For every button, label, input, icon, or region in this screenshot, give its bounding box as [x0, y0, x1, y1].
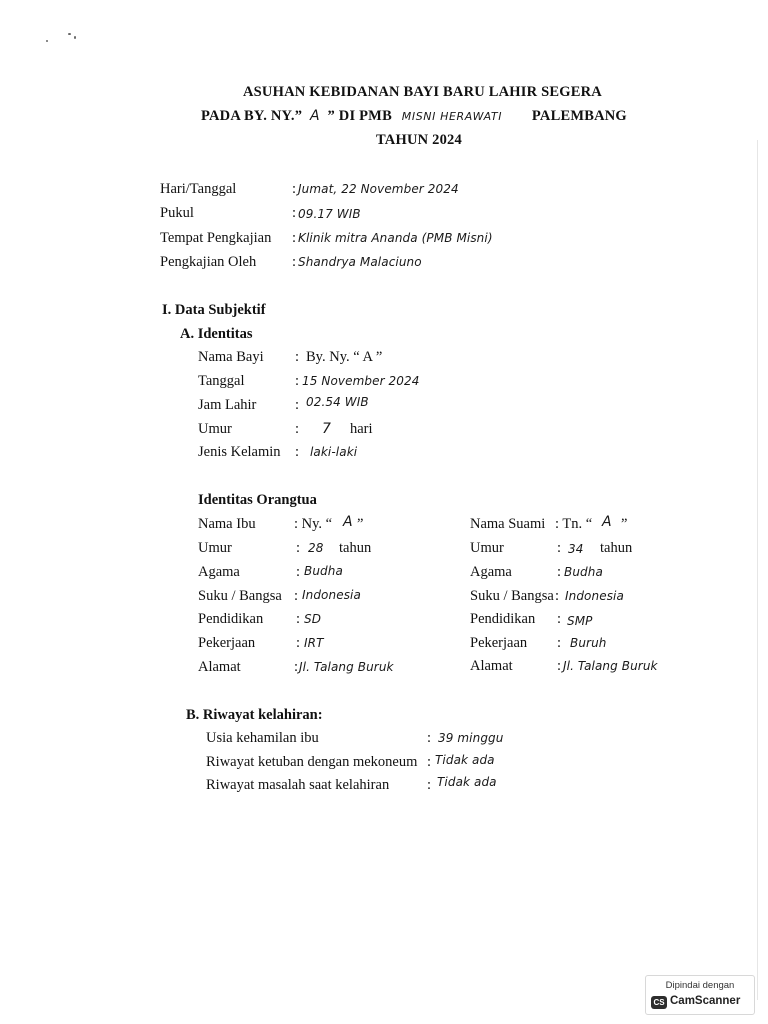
identity-unit-umur: hari — [350, 421, 373, 437]
father-label-alamat: Alamat — [470, 658, 513, 674]
watermark-caption: Dipindai dengan — [665, 980, 735, 991]
father-umur-unit: tahun — [600, 540, 633, 556]
father-value-agama: Budha — [564, 565, 603, 579]
field-sep: : — [427, 730, 432, 746]
mother-umur-unit: tahun — [339, 540, 372, 556]
field-sep: : — [292, 230, 297, 246]
identity-label-jenis-kelamin: Jenis Kelamin — [198, 444, 281, 460]
field-sep: : — [292, 181, 297, 197]
identity-value-nama-bayi: By. Ny. “ A ” — [306, 349, 383, 365]
father-value-suku: Indonesia — [565, 589, 624, 603]
mother-label-nama: Nama Ibu — [198, 516, 256, 532]
title-handwritten-name: A — [310, 108, 320, 124]
field-sep: : — [292, 205, 297, 221]
identity-label-jam-lahir: Jam Lahir — [198, 397, 257, 413]
title-prefix: PADA BY. NY.” — [201, 108, 303, 124]
field-sep: : — [557, 540, 562, 556]
identity-value-jam-lahir: 02.54 WIB — [306, 395, 369, 409]
field-sep: : — [557, 611, 562, 627]
father-nama-value: A — [602, 514, 612, 530]
birth-label-ketuban: Riwayat ketuban dengan mekoneum — [206, 754, 418, 770]
field-sep: : — [294, 659, 299, 675]
field-sep: : — [295, 373, 300, 389]
identity-value-umur: 7 — [322, 421, 332, 437]
subsection-heading-riwayat-kelahiran: B. Riwayat kelahiran: — [186, 707, 323, 723]
document-title-line2 — [201, 108, 627, 125]
field-sep: : — [296, 611, 301, 627]
field-sep: : — [296, 635, 301, 651]
document-title-line1: ASUHAN KEBIDANAN BAYI BARU LAHIR SEGERA — [243, 84, 602, 100]
mother-value-alamat: Jl. Talang Buruk — [299, 660, 394, 674]
identity-label-tanggal: Tanggal — [198, 373, 245, 389]
mother-label-pendidikan: Pendidikan — [198, 611, 264, 627]
father-label-agama: Agama — [470, 564, 512, 580]
mother-umur-value: 28 — [308, 541, 324, 555]
field-sep: : — [295, 421, 300, 437]
mother-nama-value: A — [343, 514, 353, 530]
field-sep: : — [555, 588, 560, 604]
father-label-suku: Suku / Bangsa — [470, 588, 554, 604]
field-value-hari-tanggal: Jumat, 22 November 2024 — [298, 182, 459, 196]
birth-label-usia-kehamilan: Usia kehamilan ibu — [206, 730, 319, 746]
field-sep: : — [557, 658, 562, 674]
father-label-nama: Nama Suami — [470, 516, 546, 532]
identity-value-tanggal: 15 November 2024 — [302, 374, 420, 388]
mother-label-agama: Agama — [198, 564, 240, 580]
scan-speck — [46, 40, 48, 42]
field-value-pukul: 09.17 WIB — [298, 207, 361, 221]
father-label-pekerjaan: Pekerjaan — [470, 635, 528, 651]
mother-value-pekerjaan: IRT — [304, 636, 324, 650]
field-label-pengkajian-oleh: Pengkajian Oleh — [160, 254, 257, 270]
father-label-umur: Umur — [470, 540, 504, 556]
mother-label-umur: Umur — [198, 540, 232, 556]
field-sep: : — [295, 349, 300, 365]
father-nama-prefix: : Tn. “ — [555, 516, 593, 532]
subsection-heading-identitas: A. Identitas — [180, 326, 253, 342]
field-label-hari-tanggal: Hari/Tanggal — [160, 181, 237, 197]
father-umur-value: 34 — [568, 542, 584, 556]
title-mid: ” DI PMB — [327, 108, 392, 124]
field-sep: : — [557, 564, 562, 580]
mother-nama-prefix: : Ny. “ — [294, 516, 333, 532]
field-sep: : — [296, 540, 301, 556]
field-sep: : — [294, 588, 299, 604]
mother-value-agama: Budha — [304, 564, 343, 578]
mother-label-suku: Suku / Bangsa — [198, 588, 282, 604]
field-sep: : — [295, 397, 300, 413]
field-label-tempat: Tempat Pengkajian — [160, 230, 272, 246]
camscanner-logo-icon: CS — [651, 996, 667, 1009]
watermark-brand-name: CamScanner — [670, 995, 741, 1007]
mother-value-pendidikan: SD — [304, 612, 322, 626]
father-value-alamat: Jl. Talang Buruk — [563, 659, 658, 673]
scan-speck — [74, 36, 76, 39]
identity-label-nama-bayi: Nama Bayi — [198, 349, 264, 365]
field-sep: : — [292, 254, 297, 270]
section-heading-data-subjektif: I. Data Subjektif — [162, 302, 266, 318]
birth-value-usia-kehamilan: 39 minggu — [438, 731, 504, 745]
document-title-line3: TAHUN 2024 — [376, 132, 462, 148]
birth-value-masalah: Tidak ada — [437, 775, 497, 789]
title-city: PALEMBANG — [531, 108, 627, 124]
mother-value-suku: Indonesia — [302, 588, 361, 602]
field-value-pengkajian-oleh: Shandrya Malaciuno — [298, 255, 422, 269]
field-sep: : — [296, 564, 301, 580]
mother-label-alamat: Alamat — [198, 659, 241, 675]
camscanner-watermark — [645, 975, 755, 1015]
mother-nama-suffix: ” — [357, 516, 364, 532]
field-value-tempat: Klinik mitra Ananda (PMB Misni) — [298, 231, 493, 245]
parents-heading: Identitas Orangtua — [198, 492, 317, 508]
field-sep: : — [427, 754, 432, 770]
birth-value-ketuban: Tidak ada — [435, 753, 495, 767]
mother-label-pekerjaan: Pekerjaan — [198, 635, 256, 651]
field-label-pukul: Pukul — [160, 205, 194, 221]
scan-speck — [68, 33, 71, 35]
field-sep: : — [557, 635, 562, 651]
identity-value-jenis-kelamin: laki-laki — [310, 445, 358, 459]
identity-label-umur: Umur — [198, 421, 232, 437]
page-edge-shadow — [757, 140, 758, 1000]
title-handwritten-pmb: MISNI HERAWATI — [401, 110, 503, 123]
father-label-pendidikan: Pendidikan — [470, 611, 536, 627]
father-nama-suffix: ” — [621, 516, 628, 532]
father-value-pendidikan: SMP — [567, 614, 593, 628]
field-sep: : — [427, 777, 432, 793]
birth-label-masalah: Riwayat masalah saat kelahiran — [206, 777, 390, 793]
field-sep: : — [295, 444, 300, 460]
father-value-pekerjaan: Buruh — [570, 636, 607, 650]
